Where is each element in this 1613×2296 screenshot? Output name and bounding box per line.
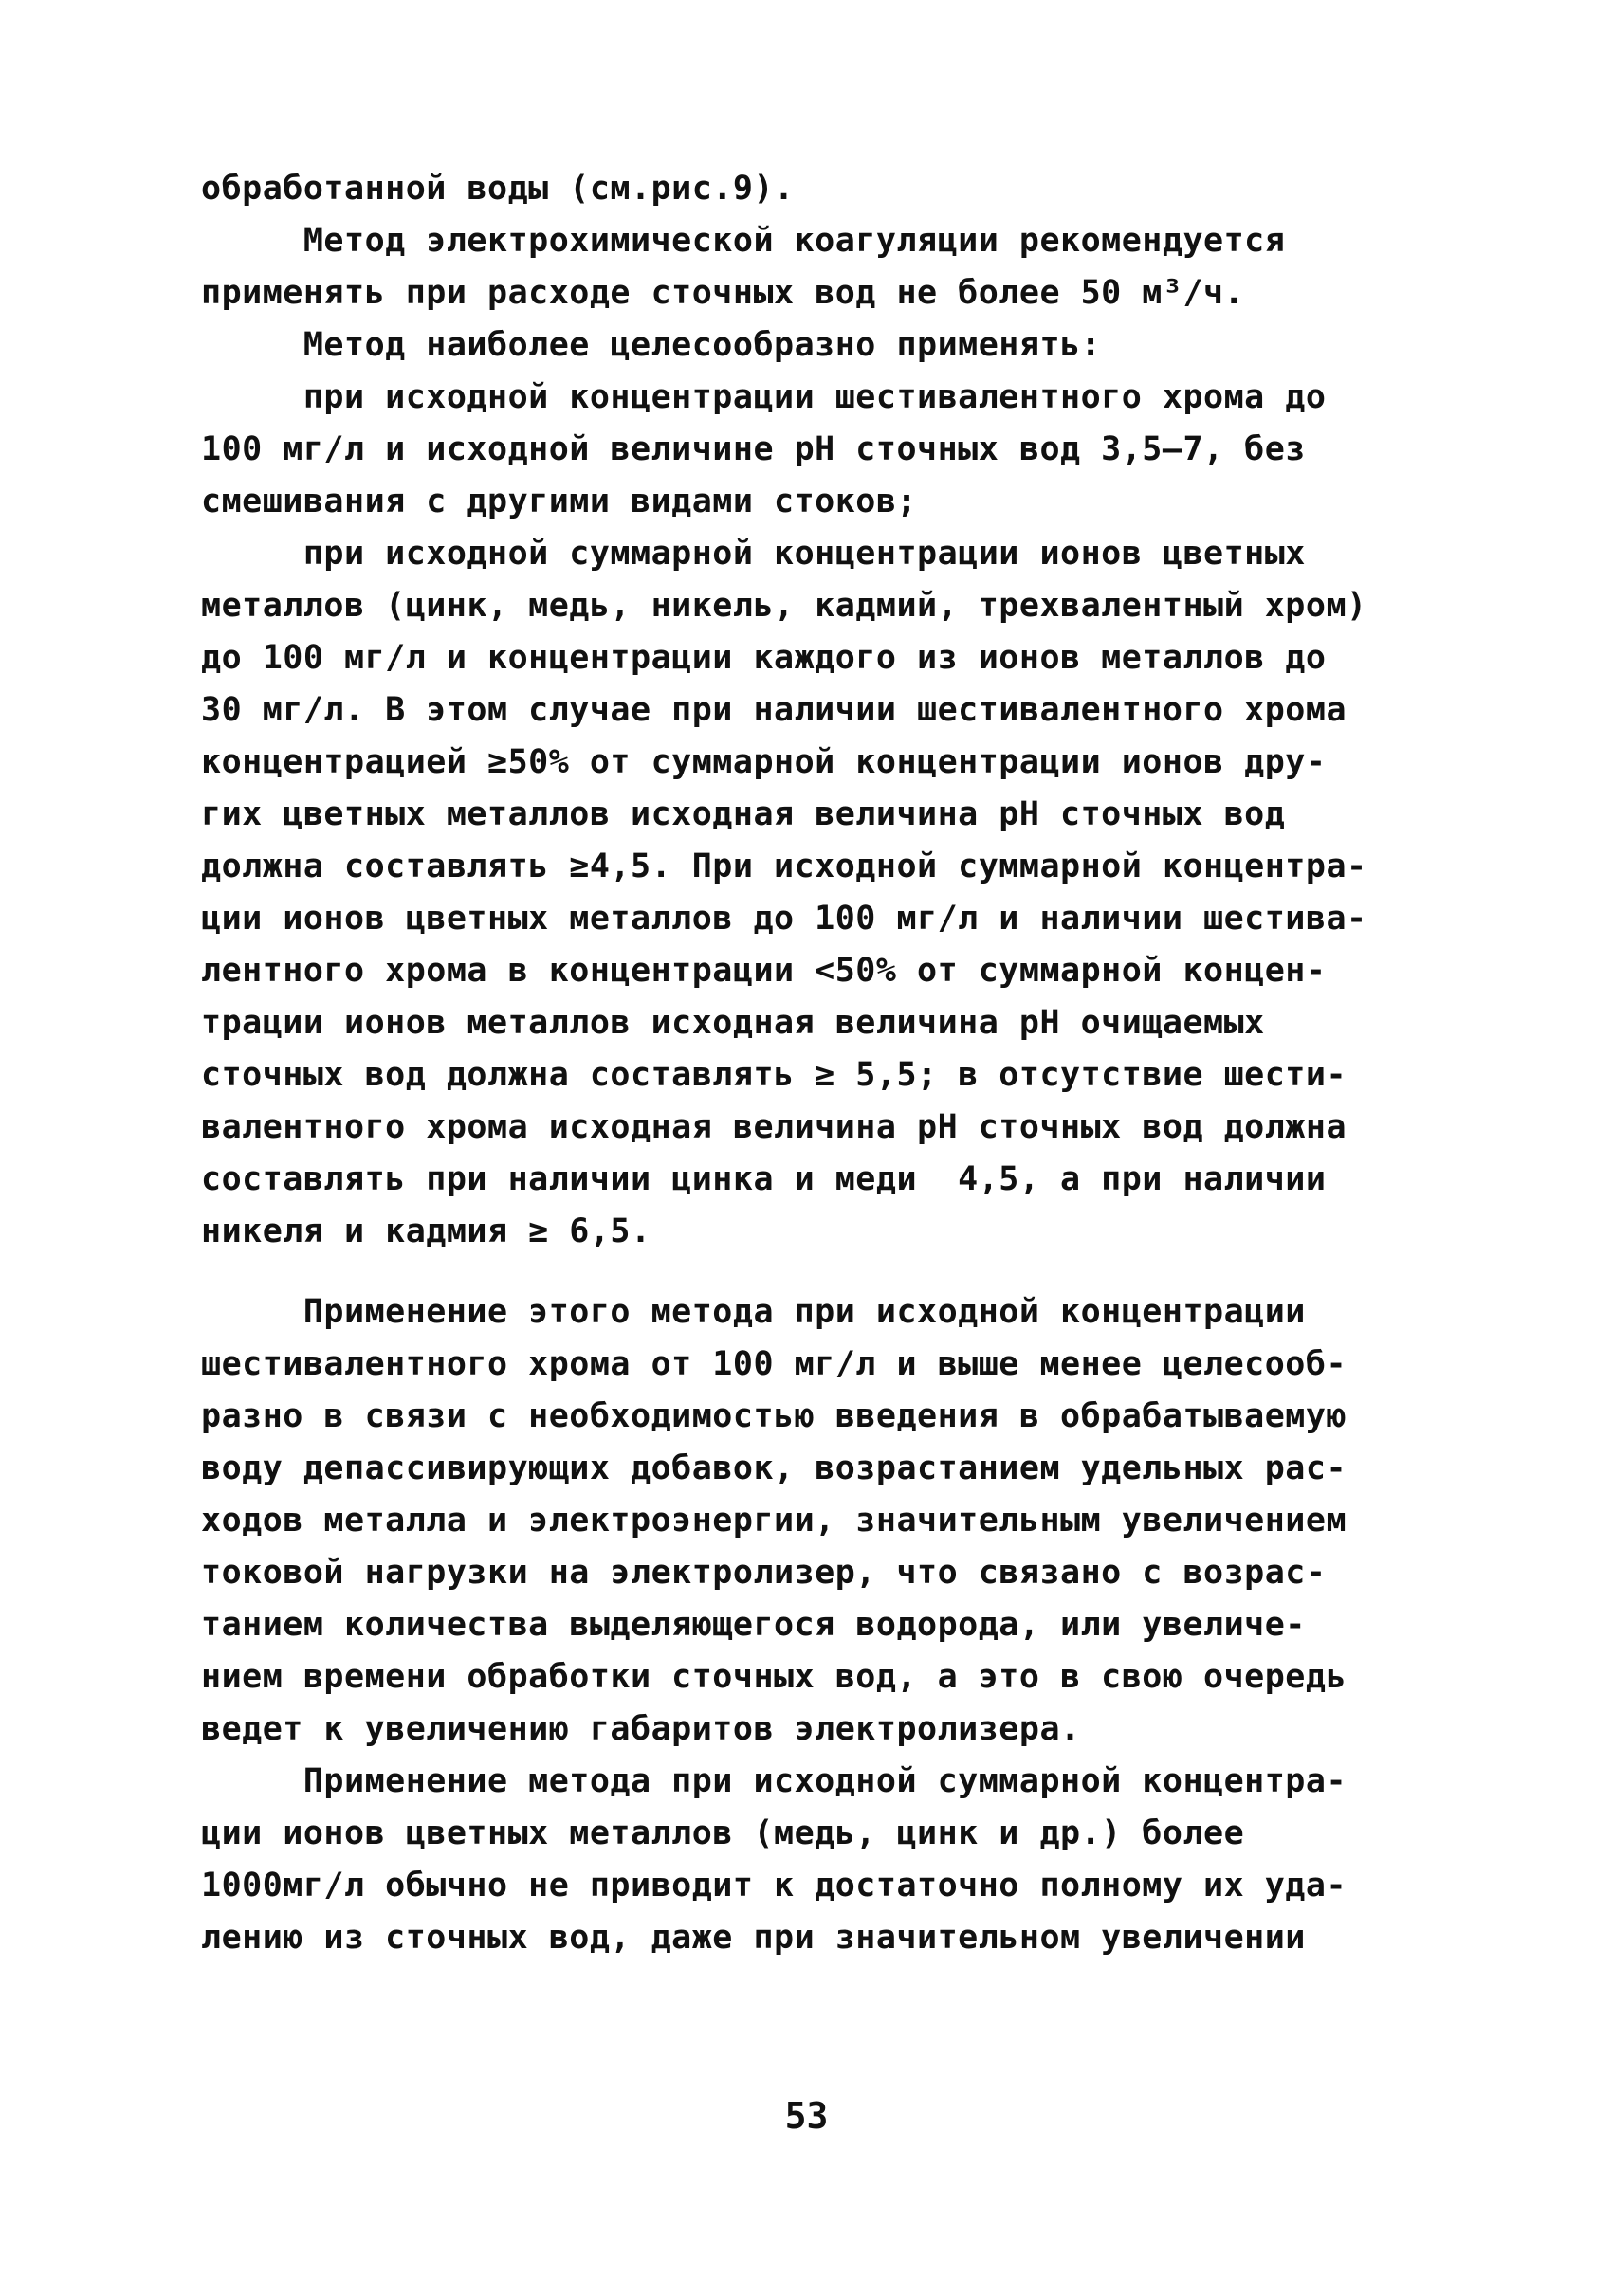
text-line: валентного хрома исходная величина pH сточных вод должна (201, 1108, 1347, 1146)
text-line: лению из сточных вод, даже при значительном увеличении (201, 1919, 1306, 1957)
paragraph (201, 528, 1434, 1258)
text-line: воду депассивирующих добавок, возрастанием удельных рас- (201, 1449, 1347, 1487)
text-line: ции ионов цветных металлов до 100 мг/л и наличии шестива- (201, 900, 1367, 938)
paragraph (201, 215, 1434, 319)
text-line: трации ионов металлов исходная величина pH очищаемых (201, 1004, 1265, 1042)
text-line: токовой нагрузки на электролизер, что связано с возрас- (201, 1554, 1327, 1592)
paragraph (201, 319, 1434, 372)
text-line: гих цветных металлов исходная величина pH сточных вод (201, 795, 1286, 833)
text-line: 30 мг/л. В этом случае при наличии шестивалентного хрома (201, 691, 1347, 729)
text-line: 100 мг/л и исходной величине pH сточных вод 3,5–7, без (201, 430, 1306, 468)
text-line: смешивания с другими видами стоков; (201, 483, 918, 520)
text-line: ции ионов цветных металлов (медь, цинк и др.) более (201, 1814, 1245, 1852)
text-line: танием количества выделяющегося водорода, или увеличе- (201, 1606, 1306, 1644)
paragraph (201, 372, 1434, 528)
paragraph (201, 1286, 1434, 1756)
text-line: Применение этого метода при исходной концентрации (201, 1293, 1306, 1331)
text-line: сточных вод должна составлять ≥ 5,5; в отсутствие шести- (201, 1056, 1347, 1094)
page-number: 53 (784, 2095, 829, 2137)
text-line: ходов металла и электроэнергии, значительным увеличением (201, 1502, 1347, 1540)
text-line: Метод электрохимической коагуляции рекомендуется (201, 222, 1286, 260)
paragraph (201, 163, 1434, 215)
text-line: при исходной суммарной концентрации ионов цветных (201, 535, 1306, 573)
text-line: лентного хрома в концентрации <50% от суммарной концен- (201, 952, 1327, 990)
text-line: металлов (цинк, медь, никель, кадмий, трехвалентный хром) (201, 587, 1367, 625)
text-line: шестивалентного хрома от 100 мг/л и выше менее целесооб- (201, 1345, 1347, 1383)
text-line: нием времени обработки сточных вод, а это в свою очередь (201, 1658, 1347, 1696)
text-line: при исходной концентрации шестивалентного хрома до (201, 378, 1327, 416)
text-line: Метод наиболее целесообразно применять: (201, 326, 1102, 364)
text-line: ведет к увеличению габаритов электролизера. (201, 1710, 1081, 1748)
text-line: обработанной воды (см.рис.9). (201, 170, 795, 208)
text-line: применять при расходе сточных вод не более 50 м³/ч. (201, 274, 1245, 312)
text-line: разно в связи с необходимостью введения в обрабатываемую (201, 1397, 1347, 1435)
text-line: 1000мг/л обычно не приводит к достаточно полному их уда- (201, 1867, 1347, 1904)
text-line: должна составлять ≥4,5. При исходной суммарной концентра- (201, 847, 1367, 885)
body-text (201, 163, 1434, 1964)
paragraph (201, 1756, 1434, 1964)
text-line: до 100 мг/л и концентрации каждого из ионов металлов до (201, 639, 1327, 677)
text-line: никеля и кадмия ≥ 6,5. (201, 1212, 651, 1250)
paragraph-gap (201, 1258, 1434, 1286)
text-line: концентрацией ≥50% от суммарной концентрации ионов дру- (201, 743, 1327, 781)
text-line: Применение метода при исходной суммарной концентра- (201, 1762, 1347, 1800)
text-line: составлять при наличии цинка и меди 4,5, а при наличии (201, 1160, 1327, 1198)
